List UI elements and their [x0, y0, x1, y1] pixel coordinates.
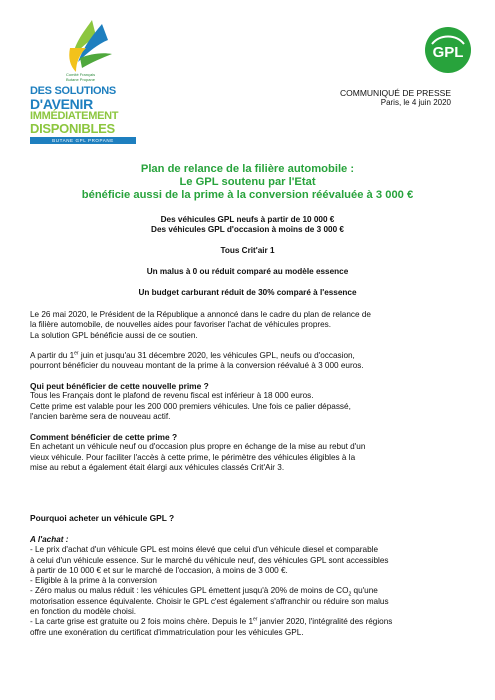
solutions-line3: IMMÉDIATEMENT [30, 110, 119, 122]
intro-p2-l2: pourront bénéficier du nouveau montant de la prime à la conversion réévalué à 3 000 euros. [30, 361, 364, 371]
why-b2: - Eligible à la prime à la conversion [30, 576, 157, 586]
intro-p1-l3: La solution GPL bénéficie aussi de ce soutien. [30, 330, 198, 340]
cfbp-line1: Comité Français [66, 72, 96, 77]
cfbp-logo-text [66, 72, 116, 82]
section-how [30, 432, 464, 473]
why-b3-l2: motorisation essence équivalente. Choisir le GPL c'est également s'affranchir ou réduire son malus [30, 596, 389, 606]
section-who-heading: Qui peut bénéficier de cette nouvelle prime ? [30, 381, 209, 391]
doc-date: Paris, le 4 juin 2020 [380, 98, 451, 107]
title-line3: bénéficie aussi de la prime à la conversion réévaluée à 3 000 € [81, 189, 414, 201]
highlight-critair: Tous Crit'air 1 [220, 246, 275, 255]
why-b3-l3: en fonction du modèle choisi. [30, 607, 137, 617]
cfbp-line2: Butane Propane [66, 77, 95, 82]
title-line2: Le GPL soutenu par l'Etat [179, 176, 316, 188]
why-b1-l1: - Le prix d'achat d'un véhicule GPL est moins élevé que celui d'un véhicule diesel et comparable [30, 545, 379, 555]
section-how-heading: Comment bénéficier de cette prime ? [30, 432, 178, 442]
highlight-used: Des véhicules GPL d'occasion à moins de 3 000 € [151, 225, 344, 234]
doc-type: COMMUNIQUÉ DE PRESSE [340, 88, 451, 98]
section-how-l1: En achetant un véhicule neuf ou d'occasion plus propre en échange de la mise au rebut d'un [30, 442, 366, 452]
section-who-l2: Cette prime est valable pour les 200 000 premiers véhicules. Une fois ce palier dépassé, [30, 401, 351, 411]
solutions-line2: D'AVENIR [30, 96, 93, 112]
highlight-budget: Un budget carburant réduit de 30% comparé à l'essence [138, 288, 357, 297]
solutions-logo [30, 86, 138, 144]
section-how-l2: vieux véhicule. Pour faciliter l'accès à cette prime, le périmètre des véhicules éligibles à la [30, 452, 356, 462]
why-b4-l1: - La carte grise est gratuite ou 2 fois moins chère. Depuis le 1er janvier 2020, l'intégralité des régions [30, 616, 393, 627]
gpl-logo-icon [424, 26, 472, 74]
intro-paragraph-2 [30, 351, 464, 372]
gpl-logo-text: GPL [432, 44, 464, 61]
intro-p2-l1: A partir du 1er juin et jusqu'au 31 décembre 2020, les véhicules GPL, neufs ou d'occasion, [30, 350, 355, 360]
highlight-new: Des véhicules GPL neufs à partir de 10 000 € [160, 215, 335, 224]
section-why-body [30, 535, 464, 638]
section-who-l1: Tous les Français dont le plafond de revenu fiscal est inférieur à 18 000 euros. [30, 391, 314, 401]
page-title [40, 163, 455, 202]
why-b1-l3: à partir de 10 000 € et sur le marché de l'occasion, à moins de 3 000 €. [30, 565, 288, 575]
solutions-line1: DES SOLUTIONS [30, 85, 116, 97]
section-who-l3: l'ancien barème sera de nouveau actif. [30, 411, 171, 421]
section-why-heading [30, 513, 464, 523]
why-b1-l2: à celui d'un véhicule essence. Sur le marché du véhicule neuf, des véhicules GPL sont accessibles [30, 555, 389, 565]
press-header [340, 88, 451, 108]
why-b4-l2: offre une exonération du certificat d'immatriculation pour les véhicules GPL. [30, 627, 304, 637]
intro-paragraph-1 [30, 310, 464, 341]
highlight-malus: Un malus à 0 ou réduit comparé au modèle essence [146, 267, 349, 276]
cfbp-logo-icon [62, 18, 114, 78]
section-why-subheading: A l'achat : [30, 535, 69, 544]
intro-p1-l1: Le 26 mai 2020, le Président de la République a annoncé dans le cadre du plan de relance de [30, 310, 371, 319]
section-who [30, 381, 464, 422]
section-why-title: Pourquoi acheter un véhicule GPL ? [30, 513, 175, 523]
intro-p1-l2: la filière automobile, de nouvelles aides pour favoriser l'achat de véhicules propres. [30, 320, 332, 330]
why-b3-l1: - Zéro malus ou malus réduit : les véhicules GPL émettent jusqu'à 20% de moins de $CO_2$ qu'une [30, 586, 378, 599]
title-line1: Plan de relance de la filière automobile : [140, 163, 355, 175]
solutions-bar: BUTANE GPL PROPANE [30, 137, 136, 144]
section-how-l3: mise au rebut a également était élargi aux véhicules classés Crit'Air 3. [30, 462, 285, 472]
solutions-line4: DISPONIBLES [30, 121, 115, 136]
